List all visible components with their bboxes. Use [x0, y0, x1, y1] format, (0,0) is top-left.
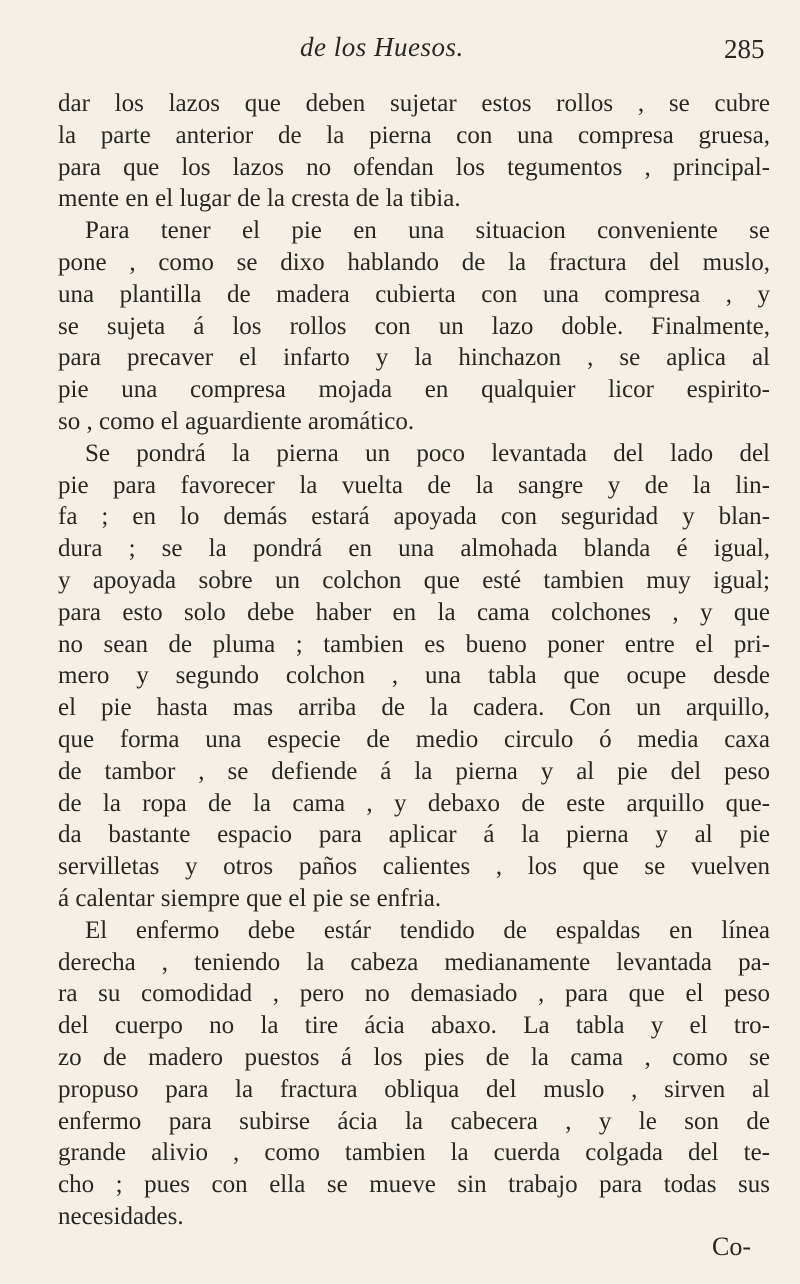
text-line: servilletas y otros paños calientes , los que se vuelven	[58, 853, 770, 881]
text-line: da bastante espacio para aplicar á la pierna y al pie	[58, 821, 770, 849]
text-line: una plantilla de madera cubierta con una compresa , y	[58, 280, 770, 308]
text-line: necesidades.	[58, 1202, 184, 1230]
text-line: propuso para la fractura obliqua del muslo , sirven al	[58, 1075, 770, 1103]
text-line: se sujeta á los rollos con un lazo doble. Finalmente,	[58, 312, 770, 340]
page-number: 285	[724, 34, 765, 64]
text-line: de tambor , se defiende á la pierna y al pie del peso	[58, 757, 770, 785]
text-line: mente en el lugar de la cresta de la tibia.	[58, 185, 461, 213]
text-line: Para tener el pie en una situacion conveniente se	[85, 217, 770, 245]
text-line: para precaver el infarto y la hinchazon , se aplica al	[58, 344, 770, 372]
text-line: pone , como se dixo hablando de la fractura del muslo,	[58, 248, 770, 276]
text-line: dar los lazos que deben sujetar estos rollos , se cubre	[58, 90, 770, 117]
text-line: el pie hasta mas arriba de la cadera. Con un arquillo,	[58, 694, 770, 722]
text-line: pie una compresa mojada en qualquier licor espirito-	[58, 376, 770, 404]
text-line: derecha , teniendo la cabeza medianamente levantada pa-	[58, 948, 770, 976]
text-line: grande alivio , como tambien la cuerda colgada del te-	[58, 1139, 770, 1167]
text-line: cho ; pues con ella se mueve sin trabajo para todas sus	[58, 1171, 770, 1199]
text-line: que forma una especie de medio circulo ó media caxa	[58, 725, 770, 753]
text-line: so , como el aguardiente aromático.	[58, 407, 415, 435]
text-line: no sean de pluma ; tambien es bueno poner entre el pri-	[58, 630, 770, 658]
text-line: para esto solo debe haber en la cama colchones , y que	[58, 598, 770, 626]
text-line: dura ; se la pondrá en una almohada blanda é igual,	[58, 535, 770, 563]
text-line: para que los lazos no ofendan los tegumentos , principal-	[58, 153, 770, 181]
text-line: El enfermo debe estár tendido de espaldas en línea	[85, 916, 770, 944]
text-line: ra su comodidad , pero no demasiado , para que el peso	[58, 980, 770, 1008]
running-title: de los Huesos.	[300, 32, 464, 62]
text-line: mero y segundo colchon , una tabla que ocupe desde	[58, 662, 770, 690]
text-line: del cuerpo no la tire ácia abaxo. La tabla y el tro-	[58, 1012, 770, 1040]
text-line: enfermo para subirse ácia la cabecera , y le son de	[58, 1107, 770, 1135]
text-line: la parte anterior de la pierna con una compresa gruesa,	[58, 121, 770, 149]
text-line: y apoyada sobre un colchon que esté tambien muy igual;	[58, 566, 770, 594]
body-text	[58, 88, 770, 1233]
text-line: pie para favorecer la vuelta de la sangre y de la lin-	[58, 471, 770, 499]
text-line: fa ; en lo demás estará apoyada con seguridad y blan-	[58, 503, 770, 531]
text-line: á calentar siempre que el pie se enfria.	[58, 884, 442, 912]
catchword: Co-	[712, 1232, 751, 1261]
text-line: zo de madero puestos á los pies de la cama , como se	[58, 1043, 770, 1071]
page-header	[0, 30, 800, 70]
text-line: de la ropa de la cama , y debaxo de este arquillo que-	[58, 789, 770, 817]
text-line: Se pondrá la pierna un poco levantada del lado del	[85, 439, 770, 467]
